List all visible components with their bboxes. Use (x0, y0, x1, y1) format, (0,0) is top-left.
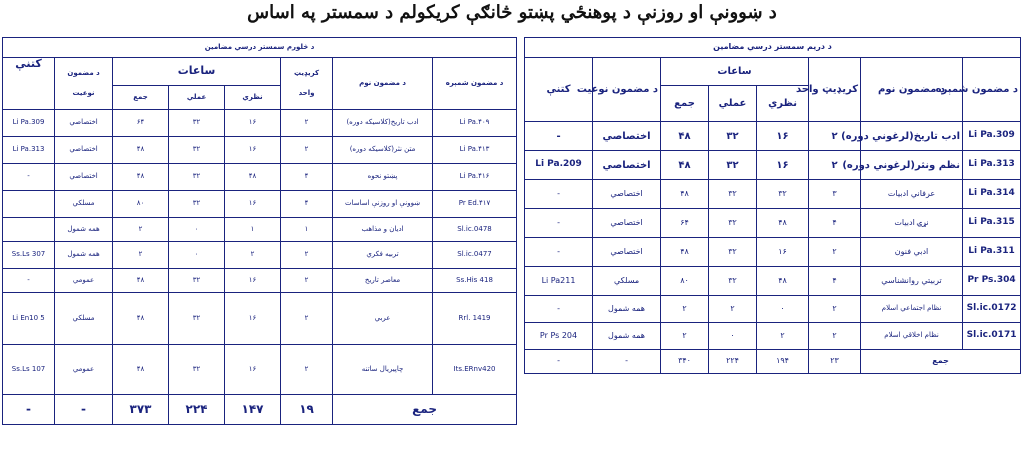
cell-name: پښتو نحوه (333, 164, 433, 191)
cell-note: - (525, 122, 593, 151)
footer-credit: ۲۳ (809, 350, 861, 374)
cell-note: Ss.Ls 307 (3, 242, 55, 269)
cell-practical: ۳۲ (709, 151, 757, 180)
cell-name: متن نثر(کلاسیکه دوره) (333, 137, 433, 164)
cell-code: Pr Ed.۴۱۷ (433, 191, 517, 218)
cell-credit: ۱ (281, 218, 333, 242)
header-theory: نظري (757, 86, 809, 122)
cell-name: عرفاني ادبیات (861, 180, 963, 209)
cell-type: همه شمول (593, 296, 661, 323)
cell-practical: ۳۲ (169, 269, 225, 293)
cell-code: Sl.ic.0172 (963, 296, 1021, 323)
footer-theory: ۱۹۴ (757, 350, 809, 374)
table-row (525, 122, 1021, 151)
cell-note: Li En10 5 (3, 293, 55, 345)
table-row (525, 151, 1021, 180)
cell-credit: ۲ (809, 151, 861, 180)
header-type (55, 58, 113, 110)
cell-credit: ۲ (281, 345, 333, 395)
third-semester-table (524, 37, 1021, 374)
cell-note: - (525, 180, 593, 209)
header-practical: عملي (169, 86, 225, 110)
table-footer-row (3, 395, 517, 425)
cell-total: ۴۸ (113, 137, 169, 164)
table-row (525, 238, 1021, 267)
footer-total: ۳۷۳ (113, 395, 169, 425)
cell-code: Its.ERnv420 (433, 345, 517, 395)
cell-name: ادیان و مذاهب (333, 218, 433, 242)
cell-theory: ۱۶ (757, 151, 809, 180)
cell-practical: ۳۲ (709, 209, 757, 238)
cell-credit: ۲ (281, 269, 333, 293)
cell-total: ۴۸ (661, 180, 709, 209)
cell-type: اختصاصي (593, 151, 661, 180)
cell-name: ښوونې او روزنې اساسات (333, 191, 433, 218)
table-row (3, 164, 517, 191)
cell-credit: ۳ (809, 180, 861, 209)
cell-total: ۴۸ (113, 345, 169, 395)
cell-type: همه شمول (55, 242, 113, 269)
cell-total: ۸۰ (661, 267, 709, 296)
cell-type: عمومي (55, 269, 113, 293)
cell-name: معاصر تاریخ (333, 269, 433, 293)
footer-type: - (55, 395, 113, 425)
header-total: جمع (113, 86, 169, 110)
table-row (525, 180, 1021, 209)
cell-total: ۲ (113, 242, 169, 269)
table-row (525, 209, 1021, 238)
footer-label: جمع (333, 395, 517, 425)
header-credit: کریډیټ واحد (809, 58, 861, 122)
header-theory: نظري (225, 86, 281, 110)
cell-code: Rrl. 1419 (433, 293, 517, 345)
header-code: د مضمون شمېره (963, 58, 1021, 122)
header-total: جمع (661, 86, 709, 122)
footer-label: جمع (861, 350, 1021, 374)
cell-theory: ۴۸ (225, 164, 281, 191)
footer-practical: ۲۲۴ (709, 350, 757, 374)
cell-name: عربي (333, 293, 433, 345)
cell-type: اختصاصي (593, 238, 661, 267)
cell-credit: ۲ (809, 238, 861, 267)
cell-note: Pr Ps 204 (525, 323, 593, 350)
cell-total: ۴۸ (661, 151, 709, 180)
cell-name: تربیتي روانشناسي (861, 267, 963, 296)
cell-credit: ۴ (809, 209, 861, 238)
footer-type: - (593, 350, 661, 374)
table-row (3, 242, 517, 269)
table-row (525, 296, 1021, 323)
table-row (3, 293, 517, 345)
header-credit (281, 58, 333, 110)
header-hours: ساعات (661, 58, 809, 86)
cell-name: نظم ونثر(لرغوني دوره) (861, 151, 963, 180)
cell-type: اختصاصي (593, 209, 661, 238)
cell-credit: ۲ (809, 323, 861, 350)
cell-total: ۲ (113, 218, 169, 242)
table-row (3, 191, 517, 218)
cell-code: Pr Ps.304 (963, 267, 1021, 296)
cell-name: نظام اجتماعي اسلام (861, 296, 963, 323)
cell-code: Sl.ic.0171 (963, 323, 1021, 350)
cell-practical: ۳۲ (169, 164, 225, 191)
cell-theory: ۱۶ (225, 345, 281, 395)
header-note: کتنې (3, 58, 55, 110)
cell-practical: ۲ (709, 296, 757, 323)
cell-credit: ۲ (809, 122, 861, 151)
cell-practical: ۳۲ (169, 110, 225, 137)
header-hours: ساعات (113, 58, 281, 86)
header-credit-line1: کریډیټ (293, 68, 320, 77)
cell-practical: ۳۲ (709, 238, 757, 267)
cell-theory: ۱۶ (757, 238, 809, 267)
cell-code: Li Pa.311 (963, 238, 1021, 267)
cell-theory: ۱۶ (225, 110, 281, 137)
cell-practical: ۳۲ (169, 191, 225, 218)
footer-note: - (3, 395, 55, 425)
cell-type: همه شمول (55, 218, 113, 242)
cell-name: چاپیریال ساتنه (333, 345, 433, 395)
cell-name: تربیه فکري (333, 242, 433, 269)
cell-total: ۴۸ (661, 122, 709, 151)
header-name: د مضمون نوم (333, 58, 433, 110)
table-caption: د دریم سمستر درسي مضامین (525, 38, 1021, 58)
page-title: د ښوونې او روزنې د پوهنځي پښتو څانګې کریکولم د سمستر په اساس (247, 2, 777, 23)
cell-total: ۴۸ (113, 293, 169, 345)
cell-type: مسلکي (55, 191, 113, 218)
cell-type: اختصاصي (593, 180, 661, 209)
cell-note: Ss.Ls 107 (3, 345, 55, 395)
footer-practical: ۲۲۴ (169, 395, 225, 425)
cell-theory: ۱ (225, 218, 281, 242)
cell-type: عمومي (55, 345, 113, 395)
cell-type: مسلکي (55, 293, 113, 345)
footer-total: ۳۴۰ (661, 350, 709, 374)
cell-code: Sl.ic.0477 (433, 242, 517, 269)
cell-practical: ۳۲ (709, 122, 757, 151)
cell-total: ۶۴ (661, 209, 709, 238)
cell-theory: ۲ (757, 323, 809, 350)
table-row (3, 269, 517, 293)
cell-name: ادب تاریخ(کلاسیکه دوره) (333, 110, 433, 137)
cell-credit: ۴ (281, 164, 333, 191)
cell-name: نړۍ ادبیات (861, 209, 963, 238)
cell-theory: ۴۸ (757, 267, 809, 296)
cell-note (3, 191, 55, 218)
header-note: کتنې (525, 58, 593, 122)
cell-type: اختصاصي (55, 137, 113, 164)
cell-practical: ۳۲ (169, 293, 225, 345)
cell-type: همه شمول (593, 323, 661, 350)
cell-credit: ۲ (281, 242, 333, 269)
cell-theory: ۱۶ (225, 191, 281, 218)
table-row (3, 137, 517, 164)
cell-credit: ۲ (809, 296, 861, 323)
cell-practical: ۳۲ (169, 345, 225, 395)
header-credit-line2: واحد (298, 88, 315, 97)
table-footer-row (525, 350, 1021, 374)
cell-total: ۴۸ (113, 269, 169, 293)
header-practical: عملي (709, 86, 757, 122)
cell-note: - (3, 269, 55, 293)
cell-note: - (525, 238, 593, 267)
cell-theory: ۴۸ (757, 209, 809, 238)
cell-note: - (525, 296, 593, 323)
table-caption: د څلورم سمستر درسي مضامین (3, 38, 517, 58)
cell-note: Li Pa.313 (3, 137, 55, 164)
cell-type: اختصاصي (593, 122, 661, 151)
cell-type: اختصاصي (55, 110, 113, 137)
cell-code: Li Pa.315 (963, 209, 1021, 238)
cell-credit: ۲ (281, 137, 333, 164)
header-type-line2: نوعیت (72, 88, 95, 97)
table-row (525, 267, 1021, 296)
cell-code: Li Pa.313 (963, 151, 1021, 180)
cell-code: Sl.ic.0478 (433, 218, 517, 242)
header-type-line1: د مضمون (67, 68, 100, 77)
cell-theory: ۱۶ (225, 137, 281, 164)
cell-credit: ۲ (281, 293, 333, 345)
header-type: د مضمون نوعیت (593, 58, 661, 122)
cell-practical: ۰ (709, 323, 757, 350)
table-row (3, 345, 517, 395)
cell-name: نظام اخلاقي اسلام (861, 323, 963, 350)
cell-note (3, 218, 55, 242)
header-code: د مضمون شمېره (433, 58, 517, 110)
cell-total: ۴۸ (661, 238, 709, 267)
cell-theory: ۱۶ (225, 293, 281, 345)
header-name: د مضمون نوم (861, 58, 963, 122)
cell-note: - (525, 209, 593, 238)
footer-credit: ۱۹ (281, 395, 333, 425)
cell-total: ۲ (661, 296, 709, 323)
cell-theory: ۳۲ (757, 180, 809, 209)
cell-code: Ss.His 418 (433, 269, 517, 293)
cell-type: اختصاصي (55, 164, 113, 191)
table-row (3, 218, 517, 242)
cell-credit: ۴ (281, 191, 333, 218)
cell-credit: ۴ (809, 267, 861, 296)
table-row (3, 110, 517, 137)
cell-code: Li Pa.۴۱۳ (433, 137, 517, 164)
cell-note: Li Pa211 (525, 267, 593, 296)
cell-code: Li Pa.۴۱۶ (433, 164, 517, 191)
cell-note: - (3, 164, 55, 191)
cell-practical: ۳۲ (169, 137, 225, 164)
cell-total: ۶۴ (113, 110, 169, 137)
cell-practical: ۰ (169, 218, 225, 242)
footer-note: - (525, 350, 593, 374)
cell-code: Li Pa.314 (963, 180, 1021, 209)
cell-theory: ۲ (225, 242, 281, 269)
cell-practical: ۰ (169, 242, 225, 269)
cell-total: ۸۰ (113, 191, 169, 218)
cell-type: مسلکي (593, 267, 661, 296)
cell-credit: ۲ (281, 110, 333, 137)
cell-practical: ۳۲ (709, 180, 757, 209)
cell-theory: ۱۶ (225, 269, 281, 293)
cell-theory: ۱۶ (757, 122, 809, 151)
footer-theory: ۱۴۷ (225, 395, 281, 425)
cell-note: Li Pa.309 (3, 110, 55, 137)
cell-theory: ۰ (757, 296, 809, 323)
table-row (525, 323, 1021, 350)
cell-practical: ۳۲ (709, 267, 757, 296)
cell-total: ۲ (661, 323, 709, 350)
cell-name: ادب تاریخ(لرغوني دوره) (861, 122, 963, 151)
cell-total: ۴۸ (113, 164, 169, 191)
cell-name: ادبي فنون (861, 238, 963, 267)
cell-code: Li Pa.۴۰۹ (433, 110, 517, 137)
fourth-semester-table (2, 37, 517, 425)
cell-code: Li Pa.309 (963, 122, 1021, 151)
cell-note: Li Pa.209 (525, 151, 593, 180)
